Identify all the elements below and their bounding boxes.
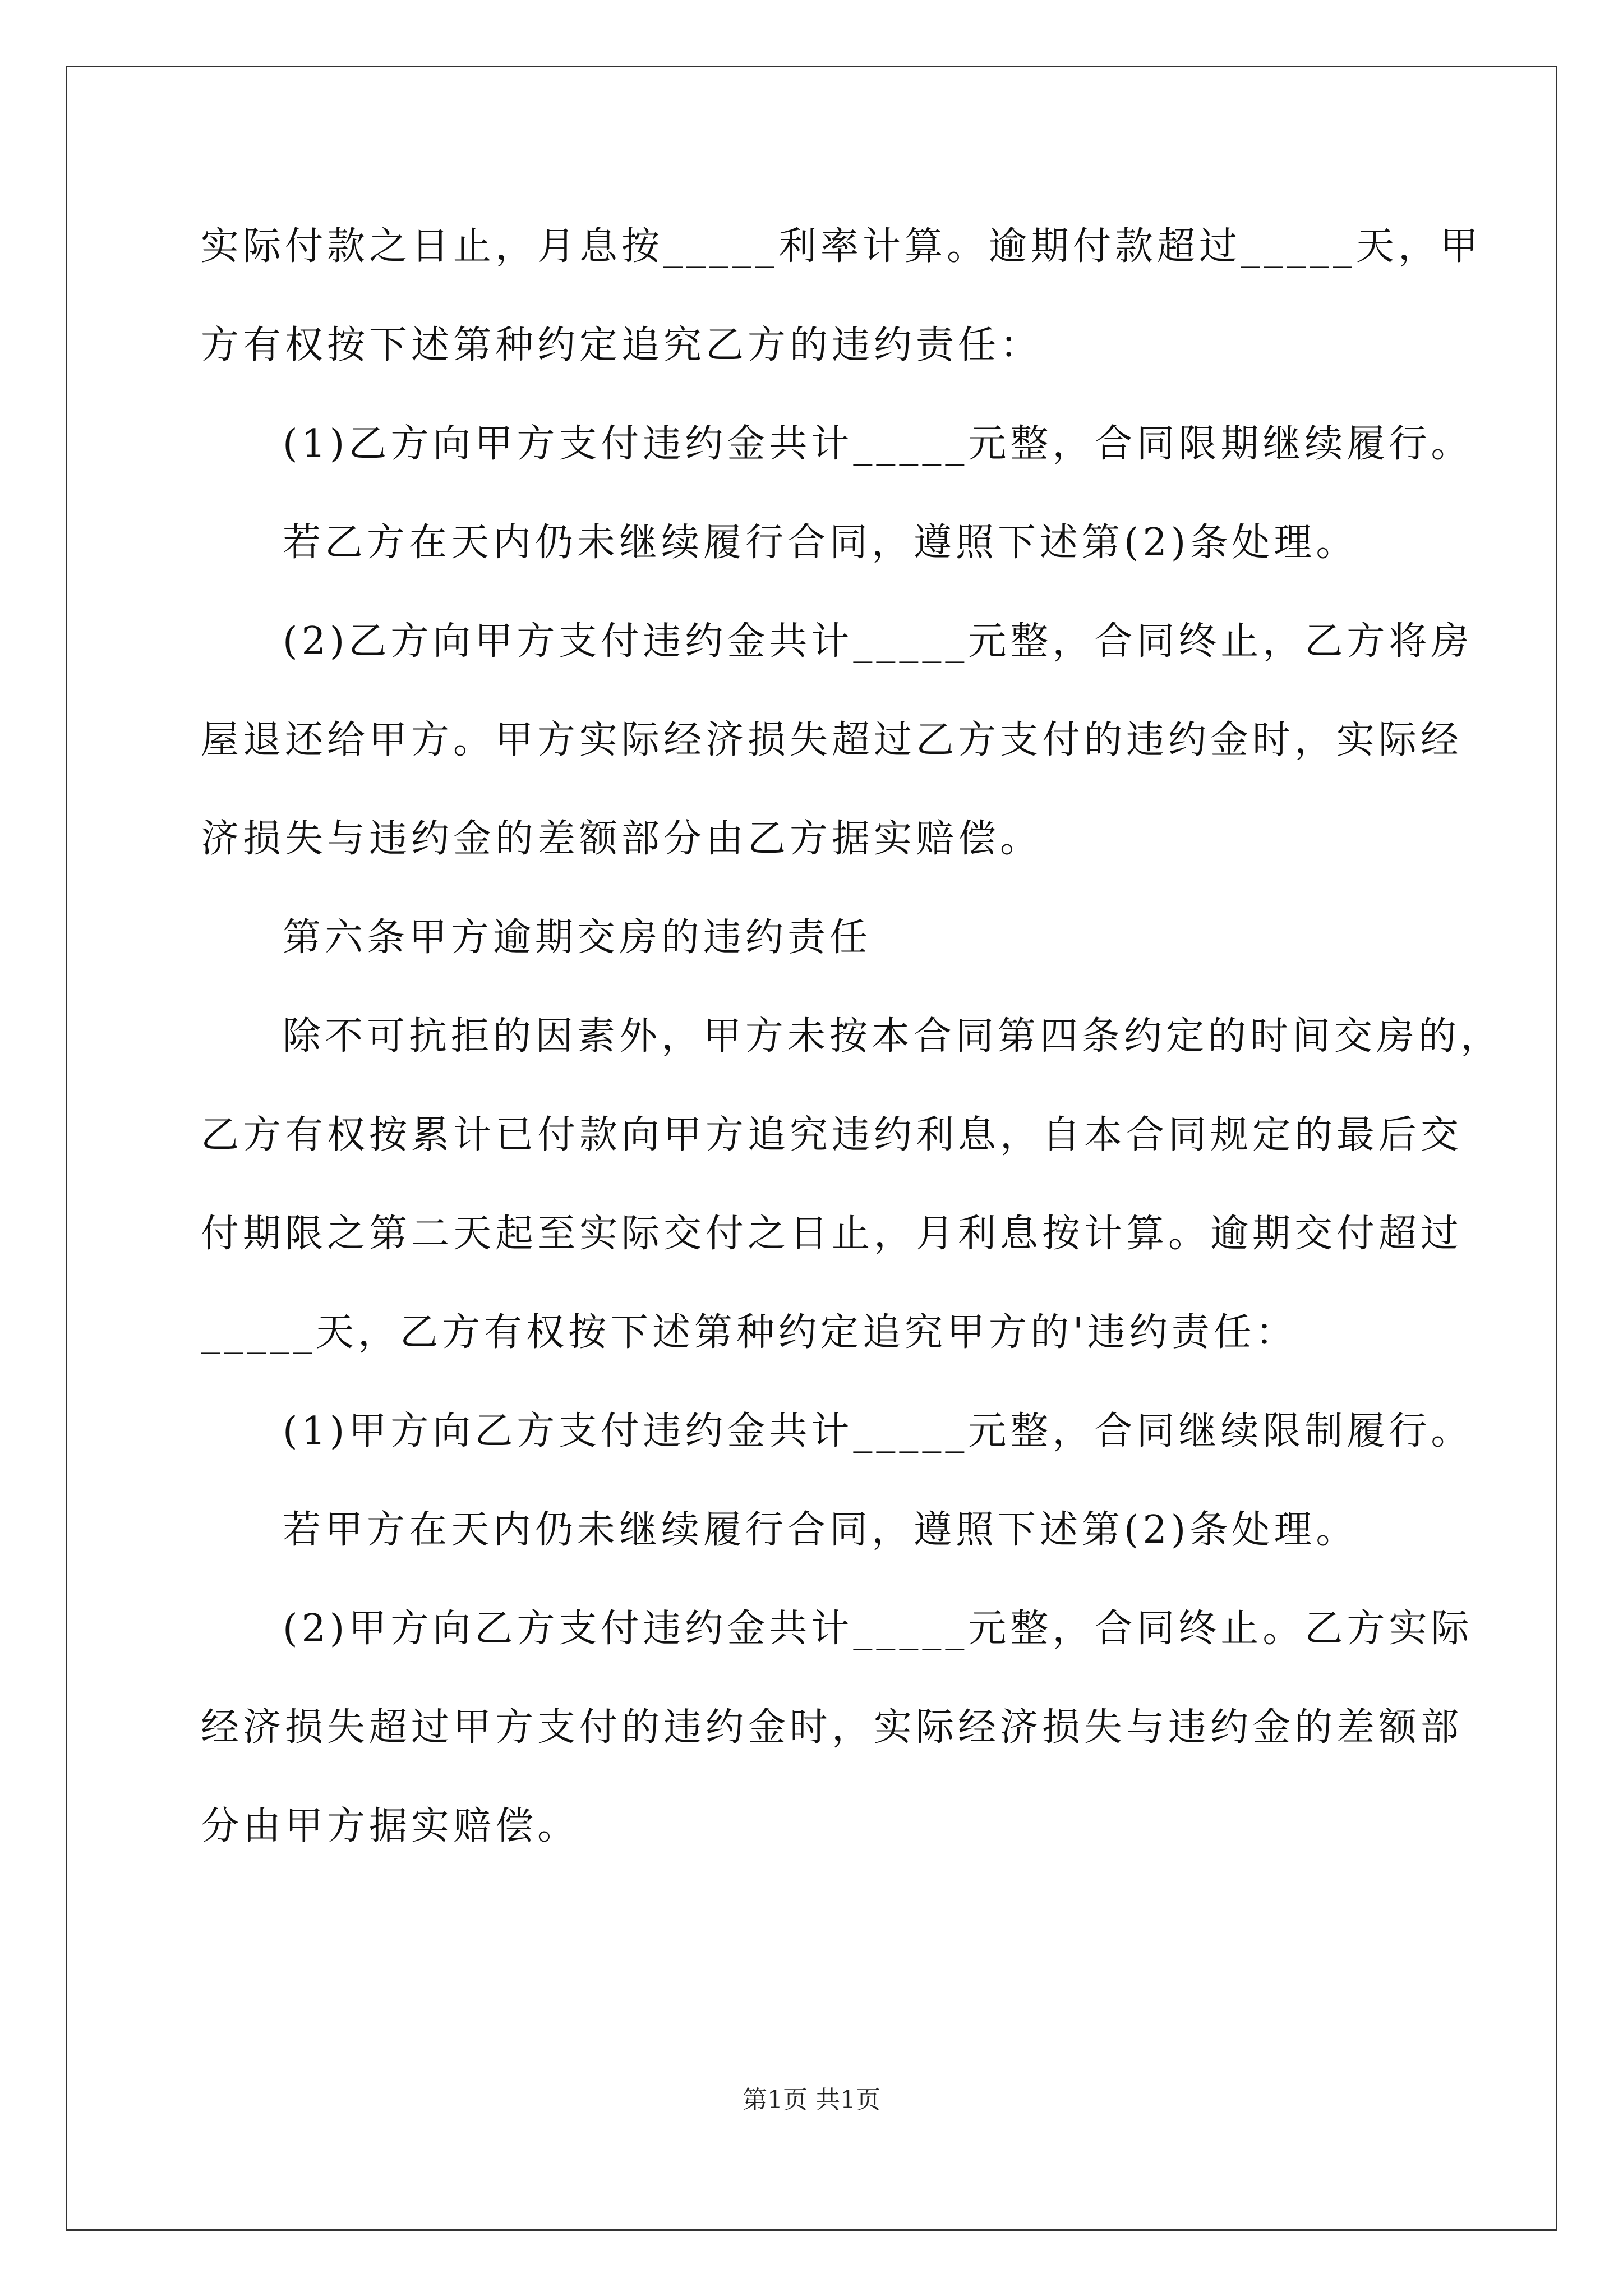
text-line: 经济损失超过甲方支付的违约金时，实际经济损失与违约金的差额部 xyxy=(201,1705,1463,1750)
text-line: (1)甲方向乙方支付违约金共计_____元整，合同继续限制履行。 xyxy=(283,1409,1473,1453)
text-line: 付期限之第二天起至实际交付之日止，月利息按计算。逾期交付超过 xyxy=(201,1212,1463,1256)
text-line: 若甲方在天内仍未继续履行合同，遵照下述第(2)条处理。 xyxy=(283,1508,1358,1552)
text-line: 方有权按下述第种约定追究乙方的违约责任： xyxy=(201,323,1043,367)
text-line: (2)甲方向乙方支付违约金共计_____元整，合同终止。乙方实际 xyxy=(283,1607,1473,1651)
text-line: _____天，乙方有权按下述第种约定追究甲方的'违约责任： xyxy=(201,1310,1298,1355)
text-line: 乙方有权按累计已付款向甲方追究违约利息，自本合同规定的最后交 xyxy=(201,1113,1463,1157)
text-line: 分由甲方据实赔偿。 xyxy=(201,1804,580,1848)
text-line: (2)乙方向甲方支付违约金共计_____元整，合同终止，乙方将房 xyxy=(283,619,1473,664)
text-line: 济损失与违约金的差额部分由乙方据实赔偿。 xyxy=(201,817,1043,861)
text-line: 实际付款之日止，月息按_____利率计算。逾期付款超过_____天，甲 xyxy=(201,224,1483,269)
text-line: 若乙方在天内仍未继续履行合同，遵照下述第(2)条处理。 xyxy=(283,521,1358,565)
text-line: 屋退还给甲方。甲方实际经济损失超过乙方支付的违约金时，实际经 xyxy=(201,718,1463,762)
section-heading: 第六条甲方逾期交房的违约责任 xyxy=(283,915,872,960)
text-line: 除不可抗拒的因素外，甲方未按本合同第四条约定的时间交房的， xyxy=(283,1014,1503,1059)
page-footer: 第1页 共1页 xyxy=(743,2086,880,2114)
text-line: (1)乙方向甲方支付违约金共计_____元整，合同限期继续履行。 xyxy=(283,422,1473,466)
